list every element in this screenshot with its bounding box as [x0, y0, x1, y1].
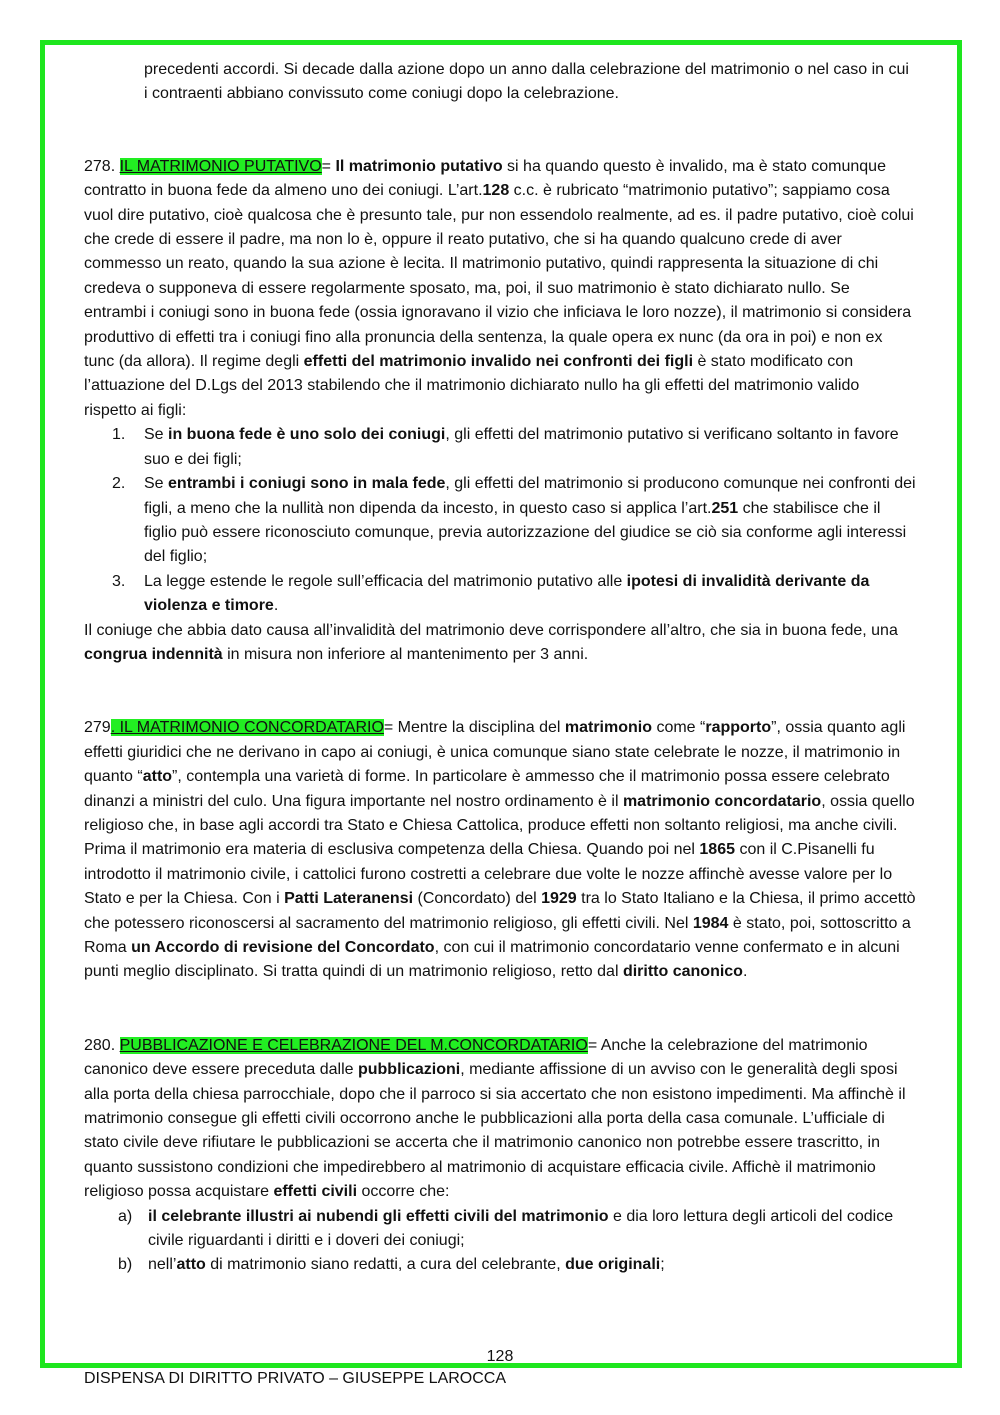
intro-paragraph: precedenti accordi. Si decade dalla azione dopo un anno dalla celebrazione del matrimonio o nel caso in cui i contraenti abbiano convissuto come coniugi dopo la celebrazione. [144, 61, 909, 103]
section-278-paragraph: 278. IL MATRIMONIO PUTATIVO= Il matrimonio putativo si ha quando questo è invalido, ma è stato comunque contratto in buona fede da almeno uno dei coniugi. L’art.128 c.c. è rubricato “matrimonio putativo”; sappiamo cosa vuol dire putativo, cioè qualcosa che è presunto tale, pur non essendolo realmente, ad es. il padre putativo, cioè colui che crede di essere il padre, ma non lo è, oppure il reato putativo, che si ha quando qualcuno crede di aver commesso un reato, quando la sua azione è lecita. Il matrimonio putativo, quindi rappresenta la situazione di chi credeva o supponeva di essere regolarmente sposato, ma, poi, il suo matrimonio è stato dichiarato nullo. Se entrambi i coniugi sono in buona fede (ossia ignoravano il vizio che inficiava le loro nozze), il matrimonio si considera produttivo di effetti tra i coniugi fino alla pronuncia della sentenza, la quale opera ex nunc (da ora in poi) e non ex tunc (da allora). Il regime degli effetti del matrimonio invalido nei confronti dei figli è stato modificato con l’attuazione del D.Lgs del 2013 stabilendo che il matrimonio dichiarato nullo ha gli effetti del matrimonio valido rispetto ai figli: [84, 157, 914, 419]
section-heading: . IL MATRIMONIO CONCORDATARIO [110, 719, 384, 737]
section-number: 280. [84, 1036, 120, 1054]
document-body [84, 58, 916, 1278]
list-item: 3. La legge estende le regole sull’efficacia del matrimonio putativo alle ipotesi di invalidità derivante da violenza e timore. [112, 572, 870, 615]
list-item: 1. Se in buona fede è uno solo dei coniugi, gli effetti del matrimonio putativo si verificano soltanto in favore suo e dei figli; [112, 426, 899, 468]
section-280-paragraph: 280. PUBBLICAZIONE E CELEBRAZIONE DEL M.CONCORDATARIO= Anche la celebrazione del matrimonio canonico deve essere preceduta dalle pubblicazioni, mediante affissione di un avviso con le generalità degli sposi alla porta della chiesa parrocchiale, dopo che il parroco si sia accertato che non esistono impedimenti. Ma affinchè il matrimonio consegue gli effetti civili occorrono anche le pubblicazioni alla porta della casa comunale. L’ufficiale di stato civile deve rifiutare le pubblicazioni se accerta che il matrimonio canonico non potrebbe essere trascritto, in quanto sussistono condizioni che impedirebbero al matrimonio di acquistare efficacia civile. Affichè il matrimonio religioso possa acquistare effetti civili occorre che: [84, 1036, 906, 1201]
list-item: b) nell’atto di matrimonio siano redatti, a cura del celebrante, due originali; [118, 1256, 665, 1274]
section-278-closing: Il coniuge che abbia dato causa all’invalidità del matrimonio deve corrispondere all’altro, che sia in buona fede, una congrua indennità in misura non inferiore al mantenimento per 3 anni. [84, 621, 898, 663]
list-item: a) il celebrante illustri ai nubendi gli effetti civili del matrimonio e dia loro lettura degli articoli del codice civile riguardanti i diritti e i doveri dei coniugi; [118, 1207, 894, 1250]
lettered-list [84, 1205, 916, 1278]
section-heading: IL MATRIMONIO PUTATIVO [119, 157, 322, 175]
page-footer: DISPENSA DI DIRITTO PRIVATO – GIUSEPPE LAROCCA [84, 1370, 507, 1387]
section-279-paragraph: 279. IL MATRIMONIO CONCORDATARIO= Mentre la disciplina del matrimonio come “rapporto”, ossia quanto agli effetti giuridici che ne derivano in capo ai coniugi, è unica comunque siano state celebrate le nozze, il matrimonio in quanto “atto”, contempla una varietà di forme. In particolare è ammesso che il matrimonio possa essere celebrato dinanzi a ministri del culo. Una figura importante nel nostro ordinamento è il matrimonio concordatario, ossia quello religioso che, in base agli accordi tra Stato e Chiesa Cattolica, produce effetti non soltanto religiosi, ma anche civili. Prima il matrimonio era materia di esclusiva competenza della Chiesa. Quando poi nel 1865 con il C.Pisanelli fu introdotto il matrimonio civile, i cattolici furono costretti a celebrare due volte le nozze affinchè avesse valore per lo Stato e per la Chiesa. Con i Patti Lateranensi (Concordato) del 1929 tra lo Stato Italiano e la Chiesa, il primo accettò che potessero riconoscersi al sacramento del matrimonio religioso, gli effetti civili. Nel 1984 è stato, poi, sottoscritto a Roma un Accordo di revisione del Concordato, con cui il matrimonio concordatario venne confermato e in alcuni punti meglio disciplinato. Si tratta quindi di un matrimonio religioso, retto dal diritto canonico. [84, 719, 916, 981]
page-number: 128 [486, 1348, 514, 1365]
section-number: 279 [84, 719, 111, 737]
section-heading: PUBBLICAZIONE E CELEBRAZIONE DEL M.CONCORDATARIO [119, 1036, 588, 1054]
section-number: 278. [84, 157, 120, 175]
list-item: 2. Se entrambi i coniugi sono in mala fede, gli effetti del matrimonio si producono comunque nei confronti dei figli, a meno che la nullità non dipenda da incesto, in questo caso si applica l’art.251 che stabilisce che il figlio può essere riconosciuto comunque, previa autorizzazione del giudice se ciò sia conforme agli interessi del figlio; [112, 475, 916, 566]
numbered-list [84, 423, 916, 618]
